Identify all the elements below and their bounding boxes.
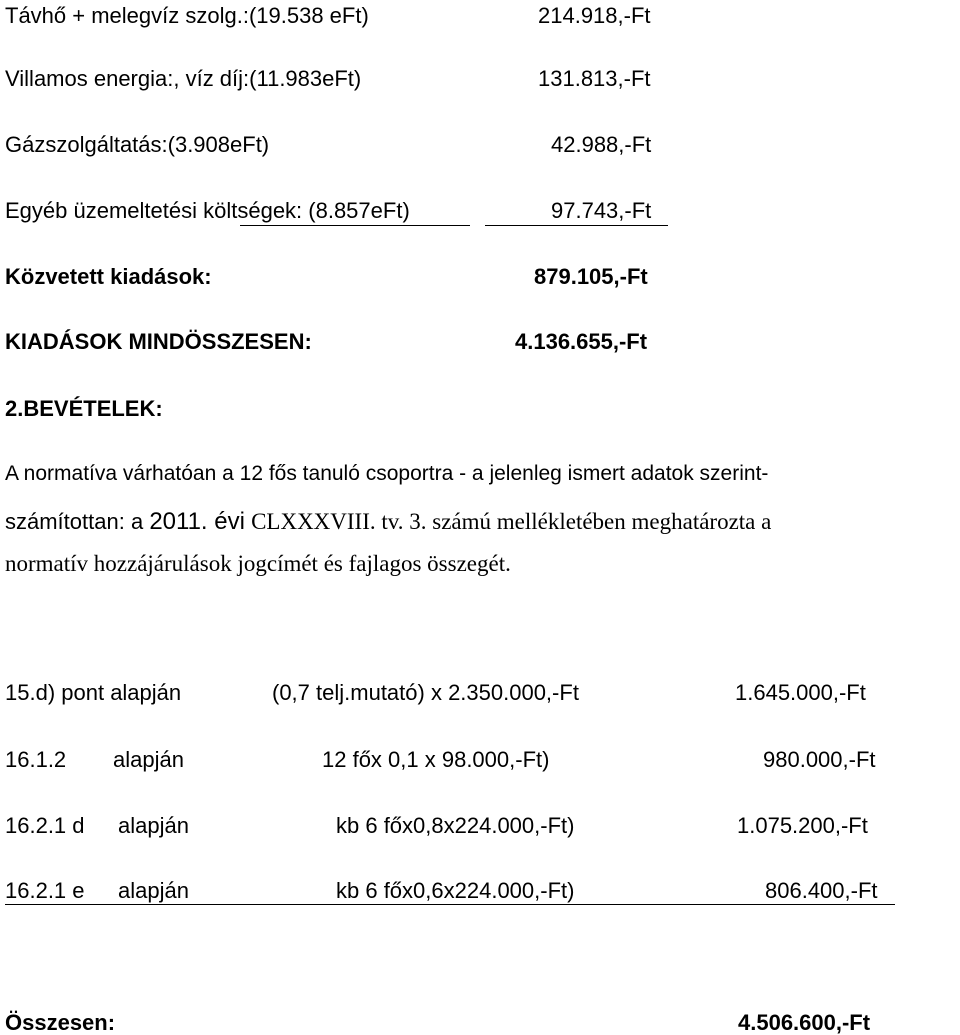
paragraph-line2-year: 2011. évi: [149, 508, 245, 535]
normative-row-calc: kb 6 főx0,6x224.000,-Ft): [336, 878, 575, 903]
normative-row-code: 16.1.2: [5, 747, 67, 772]
expense-label-heating: Távhő + melegvíz szolg.:(19.538 eFt): [5, 3, 369, 28]
expense-value-heating: 214.918,-Ft: [538, 3, 651, 28]
normative-row-code: 16.2.1 e: [5, 878, 85, 903]
income-paragraph-line1: A normatíva várhatóan a 12 fős tanuló csoportra - a jelenleg ismert adatok szerint-: [5, 462, 769, 485]
expense-label-other: Egyéb üzemeltetési költségek: (8.857eFt): [5, 198, 410, 223]
total-expenses-value: 4.136.655,-Ft: [515, 329, 648, 354]
income-paragraph-line3: normatív hozzájárulások jogcímét és fajlagos összegét.: [5, 551, 511, 576]
expense-label-gas: Gázszolgáltatás:(3.908eFt): [5, 132, 270, 157]
normative-row-calc: (0,7 telj.mutató) x 2.350.000,-Ft: [272, 680, 579, 705]
normative-row-value: 1.645.000,-Ft: [735, 680, 866, 705]
underline-other-value: [485, 225, 668, 226]
normative-row-code: 15.d) pont alapján: [5, 680, 182, 705]
income-sum-label: Összesen:: [5, 1010, 116, 1035]
paragraph-line2-law: CLXXXVIII. tv. 3. számú mellékletében meghatározta a: [251, 509, 772, 534]
normative-row-calc: kb 6 főx0,8x224.000,-Ft): [336, 813, 575, 838]
paragraph-line2-start: számítottan: a: [5, 509, 144, 534]
normative-row-basis: alapján: [118, 813, 189, 838]
indirect-expenses-value: 879.105,-Ft: [534, 264, 648, 289]
normative-row-value: 806.400,-Ft: [765, 878, 878, 903]
normative-row-calc: 12 főx 0,1 x 98.000,-Ft): [322, 747, 550, 772]
sum-divider-line: [5, 904, 895, 905]
income-sum-value: 4.506.600,-Ft: [738, 1010, 871, 1035]
normative-row-value: 980.000,-Ft: [763, 747, 876, 772]
underline-other-label: [240, 225, 470, 226]
normative-row-value: 1.075.200,-Ft: [737, 813, 868, 838]
expense-value-gas: 42.988,-Ft: [551, 132, 652, 157]
income-paragraph-line2: [5, 510, 771, 534]
normative-row-basis: alapján: [113, 747, 184, 772]
expense-value-other: 97.743,-Ft: [551, 198, 652, 223]
expense-value-electricity: 131.813,-Ft: [538, 66, 651, 91]
income-heading: 2.BEVÉTELEK:: [5, 396, 163, 421]
total-expenses-label: KIADÁSOK MINDÖSSZESEN:: [5, 329, 312, 354]
expense-label-electricity: Villamos energia:, víz díj:(11.983eFt): [5, 66, 362, 91]
normative-row-code: 16.2.1 d: [5, 813, 85, 838]
normative-row-basis: alapján: [118, 878, 189, 903]
indirect-expenses-label: Közvetett kiadások:: [5, 264, 212, 289]
